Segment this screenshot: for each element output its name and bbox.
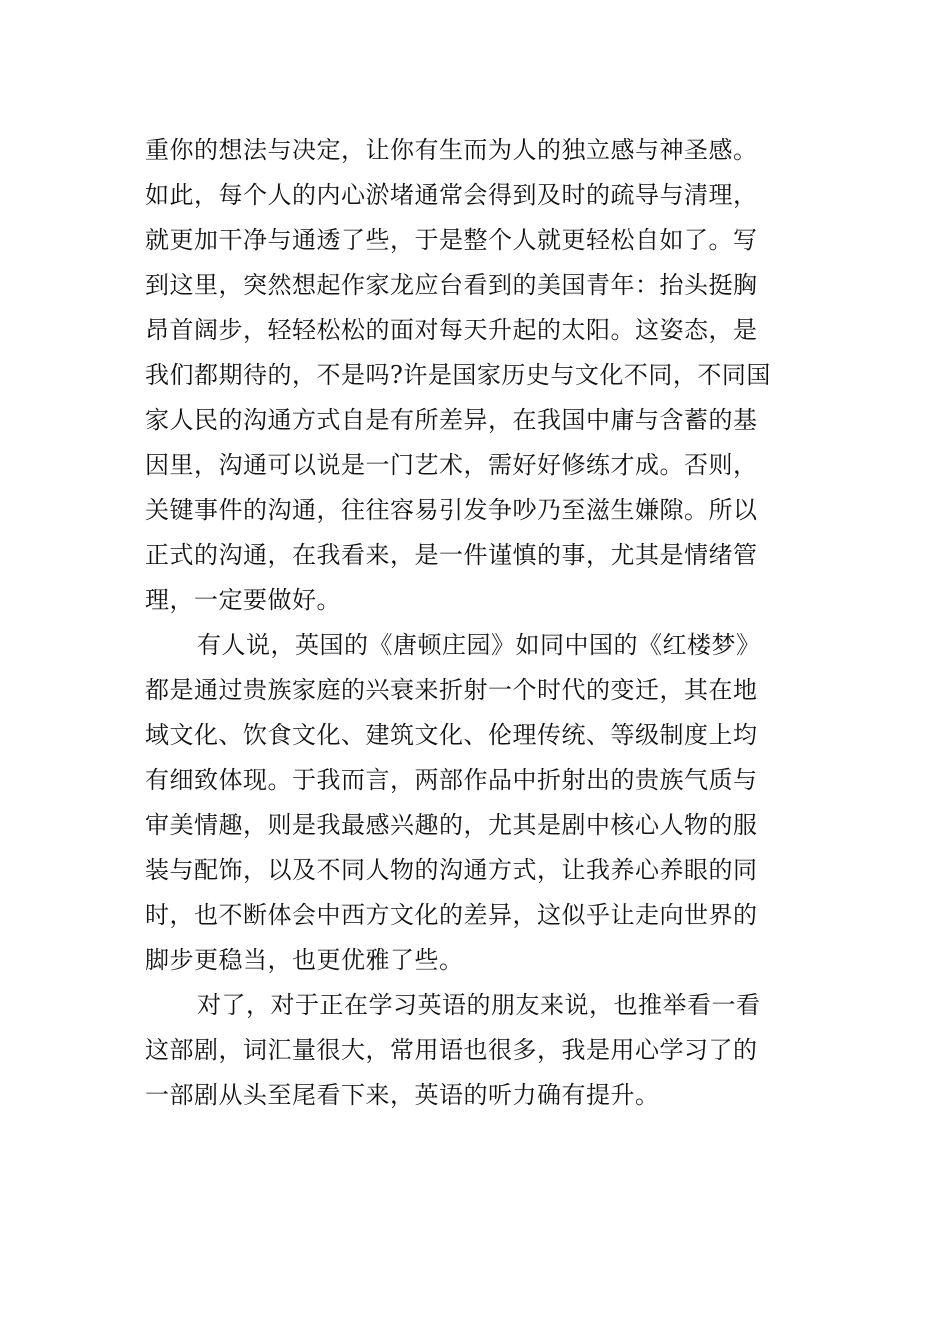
text-line: 家人民的沟通方式自是有所差异，在我国中庸与含蓄的基 <box>145 406 758 434</box>
paragraph-1 <box>145 128 809 623</box>
text-line: 到这里，突然想起作家龙应台看到的美国青年：抬头挺胸 <box>145 271 758 299</box>
document-body <box>145 128 809 1118</box>
text-line: 正式的沟通，在我看来，是一件谨慎的事，尤其是情绪管 <box>145 541 758 569</box>
text-line: 我们都期待的，不是吗?许是国家历史与文化不同，不同国 <box>145 361 771 389</box>
text-line: 时，也不断体会中西方文化的差异，这似乎让走向世界的 <box>145 901 758 929</box>
text-line: 因里，沟通可以说是一门艺术，需好好修练才成。否则， <box>145 451 758 479</box>
text-line: 审美情趣，则是我最感兴趣的，尤其是剧中核心人物的服 <box>145 811 758 839</box>
text-line: 昂首阔步，轻轻松松的面对每天升起的太阳。这姿态，是 <box>145 316 758 344</box>
text-line: 脚步更稳当，也更优雅了些。 <box>145 946 464 974</box>
text-line: 有细致体现。于我而言，两部作品中折射出的贵族气质与 <box>145 766 758 794</box>
text-line: 都是通过贵族家庭的兴衰来折射一个时代的变迁，其在地 <box>145 676 758 704</box>
text-line: 一部剧从头至尾看下来，英语的听力确有提升。 <box>145 1081 660 1109</box>
paragraph-2 <box>145 623 809 983</box>
text-line: 装与配饰，以及不同人物的沟通方式，让我养心养眼的同 <box>145 856 758 884</box>
text-line: 域文化、饮食文化、建筑文化、伦理传统、等级制度上均 <box>145 721 758 749</box>
text-line: 就更加干净与通透了些，于是整个人就更轻松自如了。写 <box>145 226 758 254</box>
text-line: 对了，对于正在学习英语的朋友来说，也推举看一看 <box>197 991 761 1019</box>
text-line: 这部剧，词汇量很大，常用语也很多，我是用心学习了的 <box>145 1036 758 1064</box>
paragraph-3 <box>145 983 809 1118</box>
text-line: 关键事件的沟通，往往容易引发争吵乃至滋生嫌隙。所以 <box>145 496 758 524</box>
text-line: 理，一定要做好。 <box>145 586 341 614</box>
text-line: 重你的想法与决定，让你有生而为人的独立感与神圣感。 <box>145 136 758 164</box>
text-line: 如此，每个人的内心淤堵通常会得到及时的疏导与清理， <box>145 181 758 209</box>
text-line: 有人说，英国的《唐顿庄园》如同中国的《红楼梦》 <box>197 631 761 659</box>
